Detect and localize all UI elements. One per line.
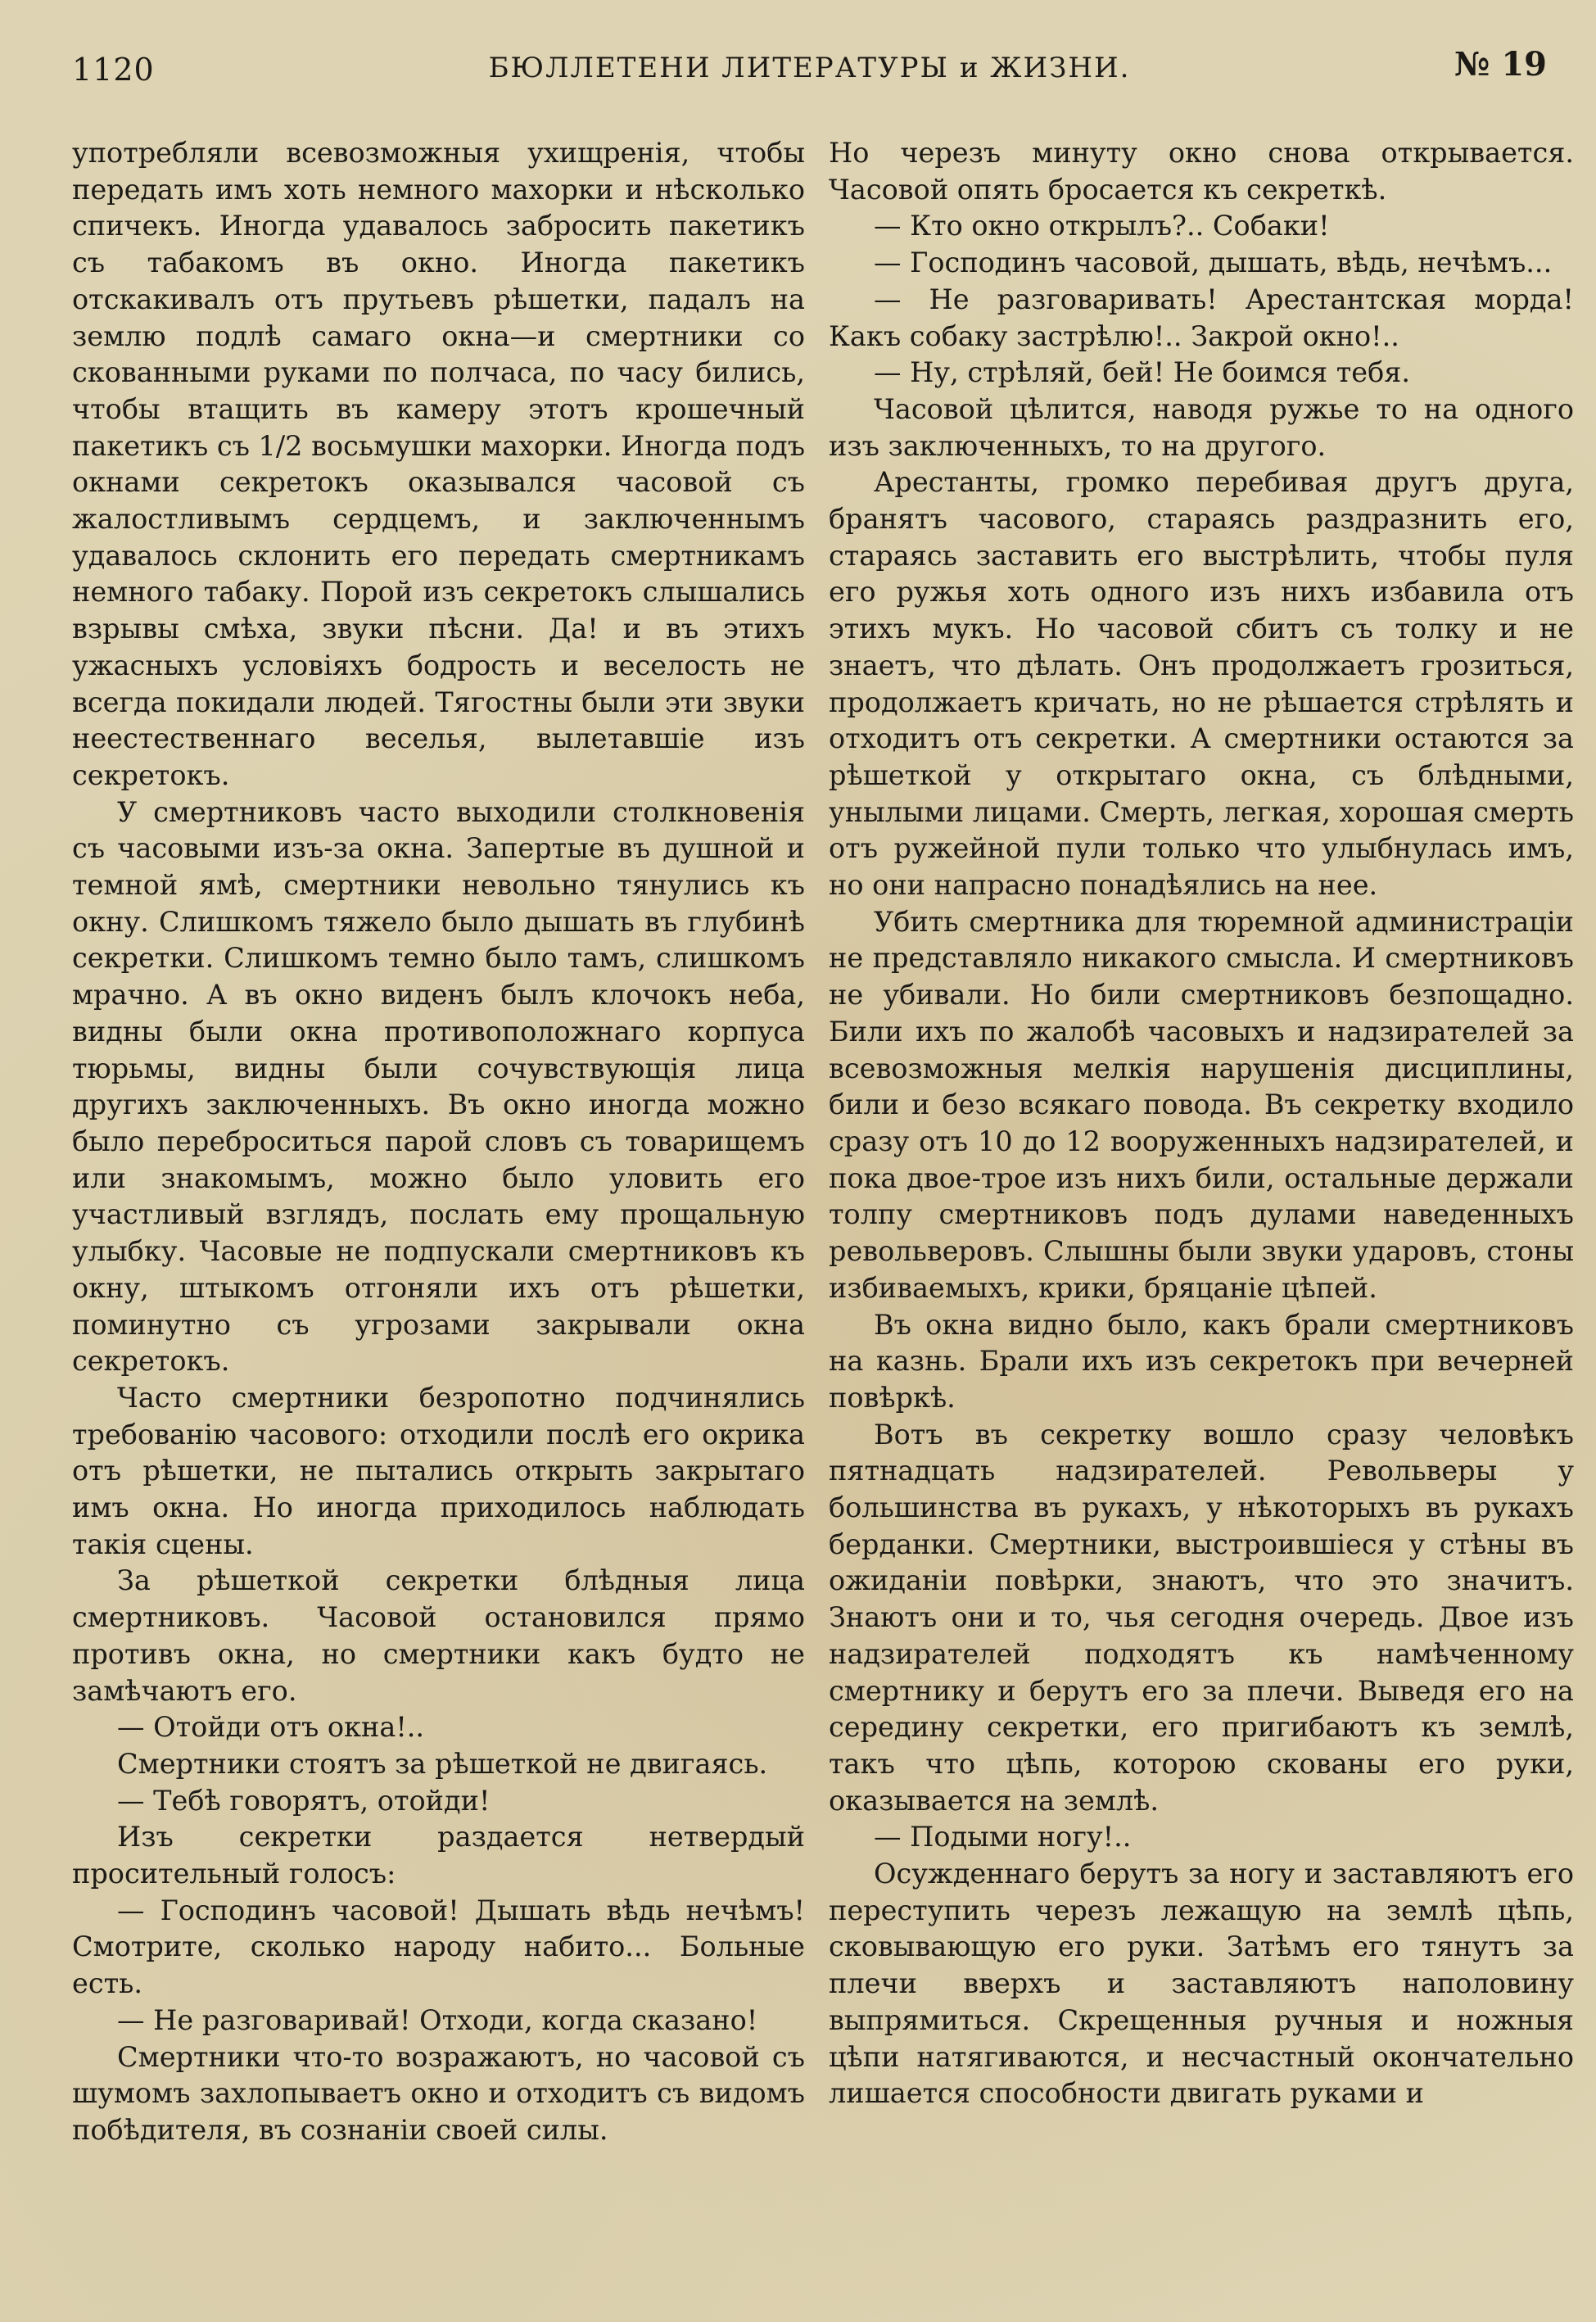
paragraph: Въ окна видно было, какъ брали смертниковъ на казнь. Брали ихъ изъ секретокъ при вечерней повѣркѣ. <box>829 1308 1574 1414</box>
dialogue-line: — Не разговаривай! Отходи, когда сказано! <box>117 2003 758 2036</box>
paragraph: Арестанты, громко перебивая другъ друга, бранятъ часового, стараясь раздразнить его, стараясь заставить его выстрѣлить, чтобы пуля его ружья хоть одного изъ нихъ избавила отъ этихъ мукъ. Но часовой сбитъ съ толку и не знаетъ, что дѣлать. Онъ продолжаетъ грозиться, продолжаетъ кричать, но не рѣшается стрѣлять и отходитъ отъ секретки. А смертники остаются за рѣшеткой у открытаго окна, съ блѣдными, унылыми лицами. Смерть, легкая, хорошая смерть отъ ружейной пули только что улыбнулась имъ, но они напрасно понадѣялись на нее. <box>829 466 1574 902</box>
dialogue-line: — Отойди отъ окна!.. <box>117 1711 425 1744</box>
right-column <box>829 135 1574 2112</box>
dialogue-line: — Господинъ часовой, дышать, вѣдь, нечѣмъ... <box>874 247 1553 279</box>
left-column <box>72 135 805 2149</box>
paragraph: Изъ секретки раздается нетвердый просительный голосъ: <box>72 1821 805 1890</box>
paragraph: употребляли всевозможныя ухищренія, чтобы передать имъ хоть немного махорки и нѣсколько спичекъ. Иногда удавалось забросить пакетикъ съ табакомъ въ окно. Иногда пакетикъ отскакивалъ отъ прутьевъ рѣшетки, падалъ на землю подлѣ самаго окна—и смертники со скованными руками по полчаса, по часу бились, чтобы втащить въ камеру этотъ крошечный пакетикъ съ 1/2 восьмушки махорки. Иногда подъ окнами секретокъ оказывался часовой съ жалостливымъ сердцемъ, и заключеннымъ удавалось склонить его передать смертникамъ немного табаку. Порой изъ секретокъ слышались взрывы смѣха, звуки пѣсни. Да! и въ этихъ ужасныхъ условіяхъ бодрость и веселость не всегда покидали людей. Тягостны были эти звуки неестественнаго веселья, вылетавшіе изъ секретокъ. <box>72 137 806 791</box>
paragraph: Но черезъ минуту окно снова открывается. Часовой опять бросается къ секреткѣ. <box>829 137 1574 206</box>
paragraph: Часто смертники безропотно подчинялись требованію часового: отходили послѣ его окрика отъ рѣшетки, не пытались открыть закрытаго имъ окна. Но иногда приходилось наблюдать такія сцены. <box>72 1381 805 1560</box>
paragraph: Убить смертника для тюремной администраціи не представляло никакого смысла. И смертниковъ не убивали. Но били смертниковъ безпощадно. Били ихъ по жалобѣ часовыхъ и надзирателей за всевозможныя мелкія нарушенія дисциплины, били и безо всякаго повода. Въ секретку входило сразу отъ 10 до 12 вооруженныхъ надзирателей, и пока двое-трое изъ нихъ били, остальные держали толпу смертниковъ подъ дулами наведенныхъ револьверовъ. Слышны были звуки ударовъ, стоны избиваемыхъ, крики, бряцаніе цѣпей. <box>829 905 1574 1304</box>
dialogue-line: — Кто окно открылъ?.. Собаки! <box>874 210 1330 242</box>
running-title: БЮЛЛЕТЕНИ ЛИТЕРАТУРЫ и ЖИЗНИ. <box>488 52 1131 84</box>
paragraph: Вотъ въ секретку вошло сразу человѣкъ пятнадцать надзирателей. Револьверы у большинства въ рукахъ, у нѣкоторыхъ въ рукахъ берданки. Смертники, выстроившіеся у стѣны въ ожиданіи повѣрки, знаютъ, что это значитъ. Знаютъ они и то, чья сегодня очередь. Двое изъ надзирателей подходятъ къ намѣченному смертнику и берутъ его за плечи. Выведя его на середину секретки, его пригибаютъ къ землѣ, такъ что цѣпь, которою скованы его руки, оказывается на землѣ. <box>829 1418 1574 1817</box>
dialogue-line: — Господинъ часовой! Дышать вѣдь нечѣмъ! Смотрите, сколько народу набито... Больные есть. <box>72 1894 805 2000</box>
dialogue-line: — Ну, стрѣляй, бей! Не боимся тебя. <box>874 356 1411 389</box>
page-header <box>72 45 1547 102</box>
paragraph: Часовой цѣлится, наводя ружье то на одного изъ заключенныхъ, то на другого. <box>829 392 1574 462</box>
dialogue-line: — Подыми ногу!.. <box>874 1821 1132 1854</box>
dialogue-line: — Тебѣ говорятъ, отойди! <box>117 1784 491 1817</box>
issue-number: № 19 <box>1454 45 1547 84</box>
paragraph: Смертники стоятъ за рѣшеткой не двигаясь. <box>117 1747 768 1780</box>
paragraph: За рѣшеткой секретки блѣдныя лица смертниковъ. Часовой остановился прямо противъ окна, но смертники какъ будто не замѣчаютъ его. <box>72 1564 805 1707</box>
paragraph: У смертниковъ часто выходили столкновенія съ часовыми изъ-за окна. Запертые въ душной и темной ямѣ, смертники невольно тянулись къ окну. Слишкомъ тяжело было дышать въ глубинѣ секретки. Слишкомъ темно было тамъ, слишкомъ мрачно. А въ окно виденъ былъ клочокъ неба, видны были окна противоположнаго корпуса тюрьмы, видны были сочувствующія лица другихъ заключенныхъ. Въ окно иногда можно было переброситься парой словъ съ товарищемъ или знакомымъ, можно было уловить его участливый взглядъ, послать ему прощальную улыбку. Часовые не подпускали смертниковъ къ окну, штыкомъ отгоняли ихъ отъ рѣшетки, поминутно съ угрозами закрывали окна секретокъ. <box>72 795 805 1378</box>
dialogue-line: — Не разговаривать! Арестантская морда! Какъ собаку застрѣлю!.. Закрой окно!.. <box>829 283 1574 352</box>
paragraph: Осужденнаго берутъ за ногу и заставляютъ его переступить черезъ лежащую на землѣ цѣпь, сковывающую его руки. Затѣмъ его тянутъ за плечи вверхъ и заставляютъ наполовину выпрямиться. Скрещенныя ручныя и ножныя цѣпи натягиваются, и несчастный окончательно лишается способности двигать руками и <box>829 1858 1574 2110</box>
paragraph: Смертники что-то возражаютъ, но часовой съ шумомъ захлопываетъ окно и отходитъ съ видомъ побѣдителя, въ сознаніи своей силы. <box>72 2040 805 2146</box>
page-number: 1120 <box>72 52 155 88</box>
